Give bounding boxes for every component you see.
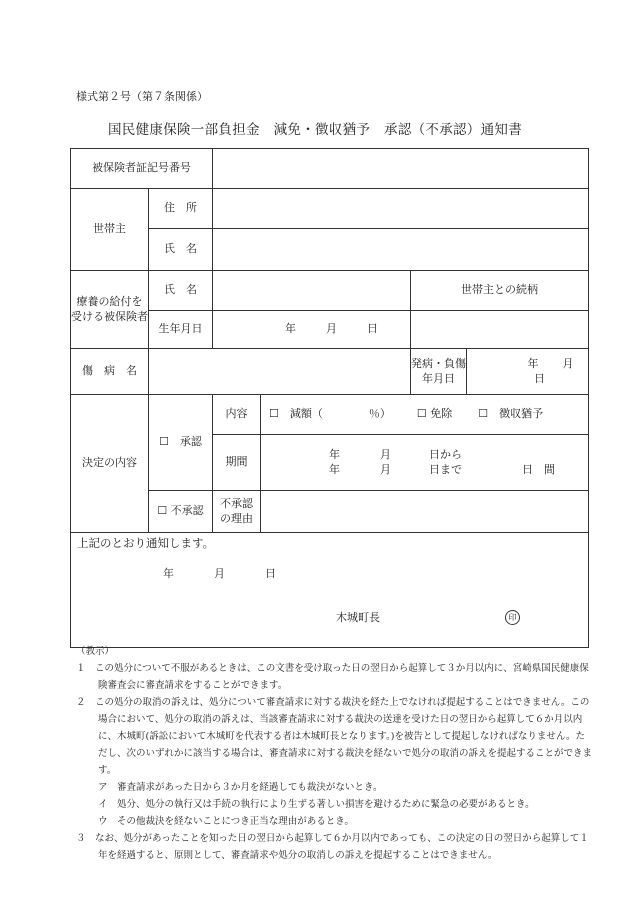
period-from: 年 月 日から xyxy=(329,447,462,461)
appeal-instructions xyxy=(76,643,592,864)
relation-label: 世帯主との続柄 xyxy=(411,271,589,311)
note-item-2: ２ この処分の取消の訴えは、処分について審査請求に対する裁決を経た上でなければ提起することはできません。この場合において、処分の取消の訴えは、当該審査請求に対する裁決の送達を受けた日の翌日から起算して６か月以内に、木城町(訴訟において木城町を代表する者は木城町長となります。)を被告として提起しなければなりません。ただし、次のいずれかに該当する場合は、審査請求に対する裁決を経ないで処分の取消の訴えを提起することができます。 xyxy=(76,697,593,776)
recipient-label xyxy=(71,271,149,349)
content-label: 内容 xyxy=(213,395,261,435)
birthdate-field[interactable] xyxy=(213,311,411,349)
recipient-name-label: 氏 名 xyxy=(149,271,213,311)
reject-reason-label xyxy=(213,491,261,533)
document-title: 国民健康保険一部負担金 減免・徴収猶予 承認（不承認）通知書 xyxy=(108,122,522,138)
content-options xyxy=(261,395,589,435)
percent-suffix: ％） xyxy=(368,407,391,421)
address-label: 住 所 xyxy=(149,189,213,229)
householder-label: 世帯主 xyxy=(71,189,149,271)
notes-heading: （教示） xyxy=(76,646,115,657)
insured-number-label: 被保険者証記号番号 xyxy=(71,149,213,189)
notification-form-table xyxy=(70,148,589,648)
period-field[interactable] xyxy=(261,435,589,491)
note-item-1: １ この処分について不服があるときは、この文書を受け取った日の翌日から起算して３か月以内に、宮崎県国民健康保険審査会に審査請求をすることができます。 xyxy=(76,663,589,691)
onset-label-line2: 年月日 xyxy=(422,371,455,385)
seal-icon: 印 xyxy=(505,610,520,625)
approve-checkbox[interactable]: ☐ 承認 xyxy=(149,395,213,491)
period-label: 期間 xyxy=(213,435,261,491)
reduction-option[interactable]: ☐ 減額（ xyxy=(269,407,323,421)
householder-name-field[interactable] xyxy=(213,229,589,271)
mayor-name: 木城町長 xyxy=(336,611,380,624)
onset-label-line1: 発病・負傷 xyxy=(411,356,466,370)
onset-date-value: 年 月日 xyxy=(527,356,574,385)
recipient-label-line2: 受ける被保険者 xyxy=(71,309,148,323)
reject-checkbox[interactable]: ☐ 不承認 xyxy=(149,491,213,533)
notice-date: 年 月 日 xyxy=(163,567,276,580)
disease-field[interactable] xyxy=(149,349,411,395)
note-sub-i: イ 処分、処分の執行又は手続の執行により生ずる著しい損害を避けるために緊急の必要があるとき。 xyxy=(98,799,535,810)
insured-number-field[interactable] xyxy=(213,149,589,189)
onset-label xyxy=(411,349,467,395)
exemption-option[interactable]: ☐ 免除 xyxy=(416,407,453,421)
address-field[interactable] xyxy=(213,189,589,229)
householder-name-label: 氏 名 xyxy=(149,229,213,271)
disease-label: 傷 病 名 xyxy=(71,349,149,395)
note-sub-a: ア 審査請求があった日から３か月を経過しても裁決がないとき。 xyxy=(98,782,383,793)
onset-date-field[interactable] xyxy=(467,349,589,395)
note-item-3: ３ なお、処分があったことを知った日の翌日から起算して６か月以内であっても、この決定の日の翌日から起算して１年を経過すると、原則として、審査請求や処分の取消しの訴えを提起することはできません。 xyxy=(76,833,589,861)
decision-label: 決定の内容 xyxy=(71,395,149,533)
notice-text: 上記のとおり通知します。 xyxy=(77,536,215,550)
birthdate-label: 生年月日 xyxy=(149,311,213,349)
recipient-name-field[interactable] xyxy=(213,271,411,311)
period-until: 年 月 日まで 日 間 xyxy=(329,462,555,476)
notice-section xyxy=(71,533,589,648)
birthdate-value: 年 月 日 xyxy=(285,322,378,336)
recipient-label-line1: 療養の給付を xyxy=(76,294,143,308)
deferral-option[interactable]: ☐ 徴収猶予 xyxy=(478,407,544,421)
form-number: 様式第２号（第７条関係） xyxy=(76,90,208,103)
reject-reason-field[interactable] xyxy=(261,491,589,533)
reject-reason-line1: 不承認 xyxy=(220,496,253,510)
reject-reason-line2: の理由 xyxy=(220,511,253,525)
relation-field[interactable] xyxy=(411,311,589,349)
note-sub-u: ウ その他裁決を経ないことにつき正当な理由があるとき。 xyxy=(98,816,354,827)
